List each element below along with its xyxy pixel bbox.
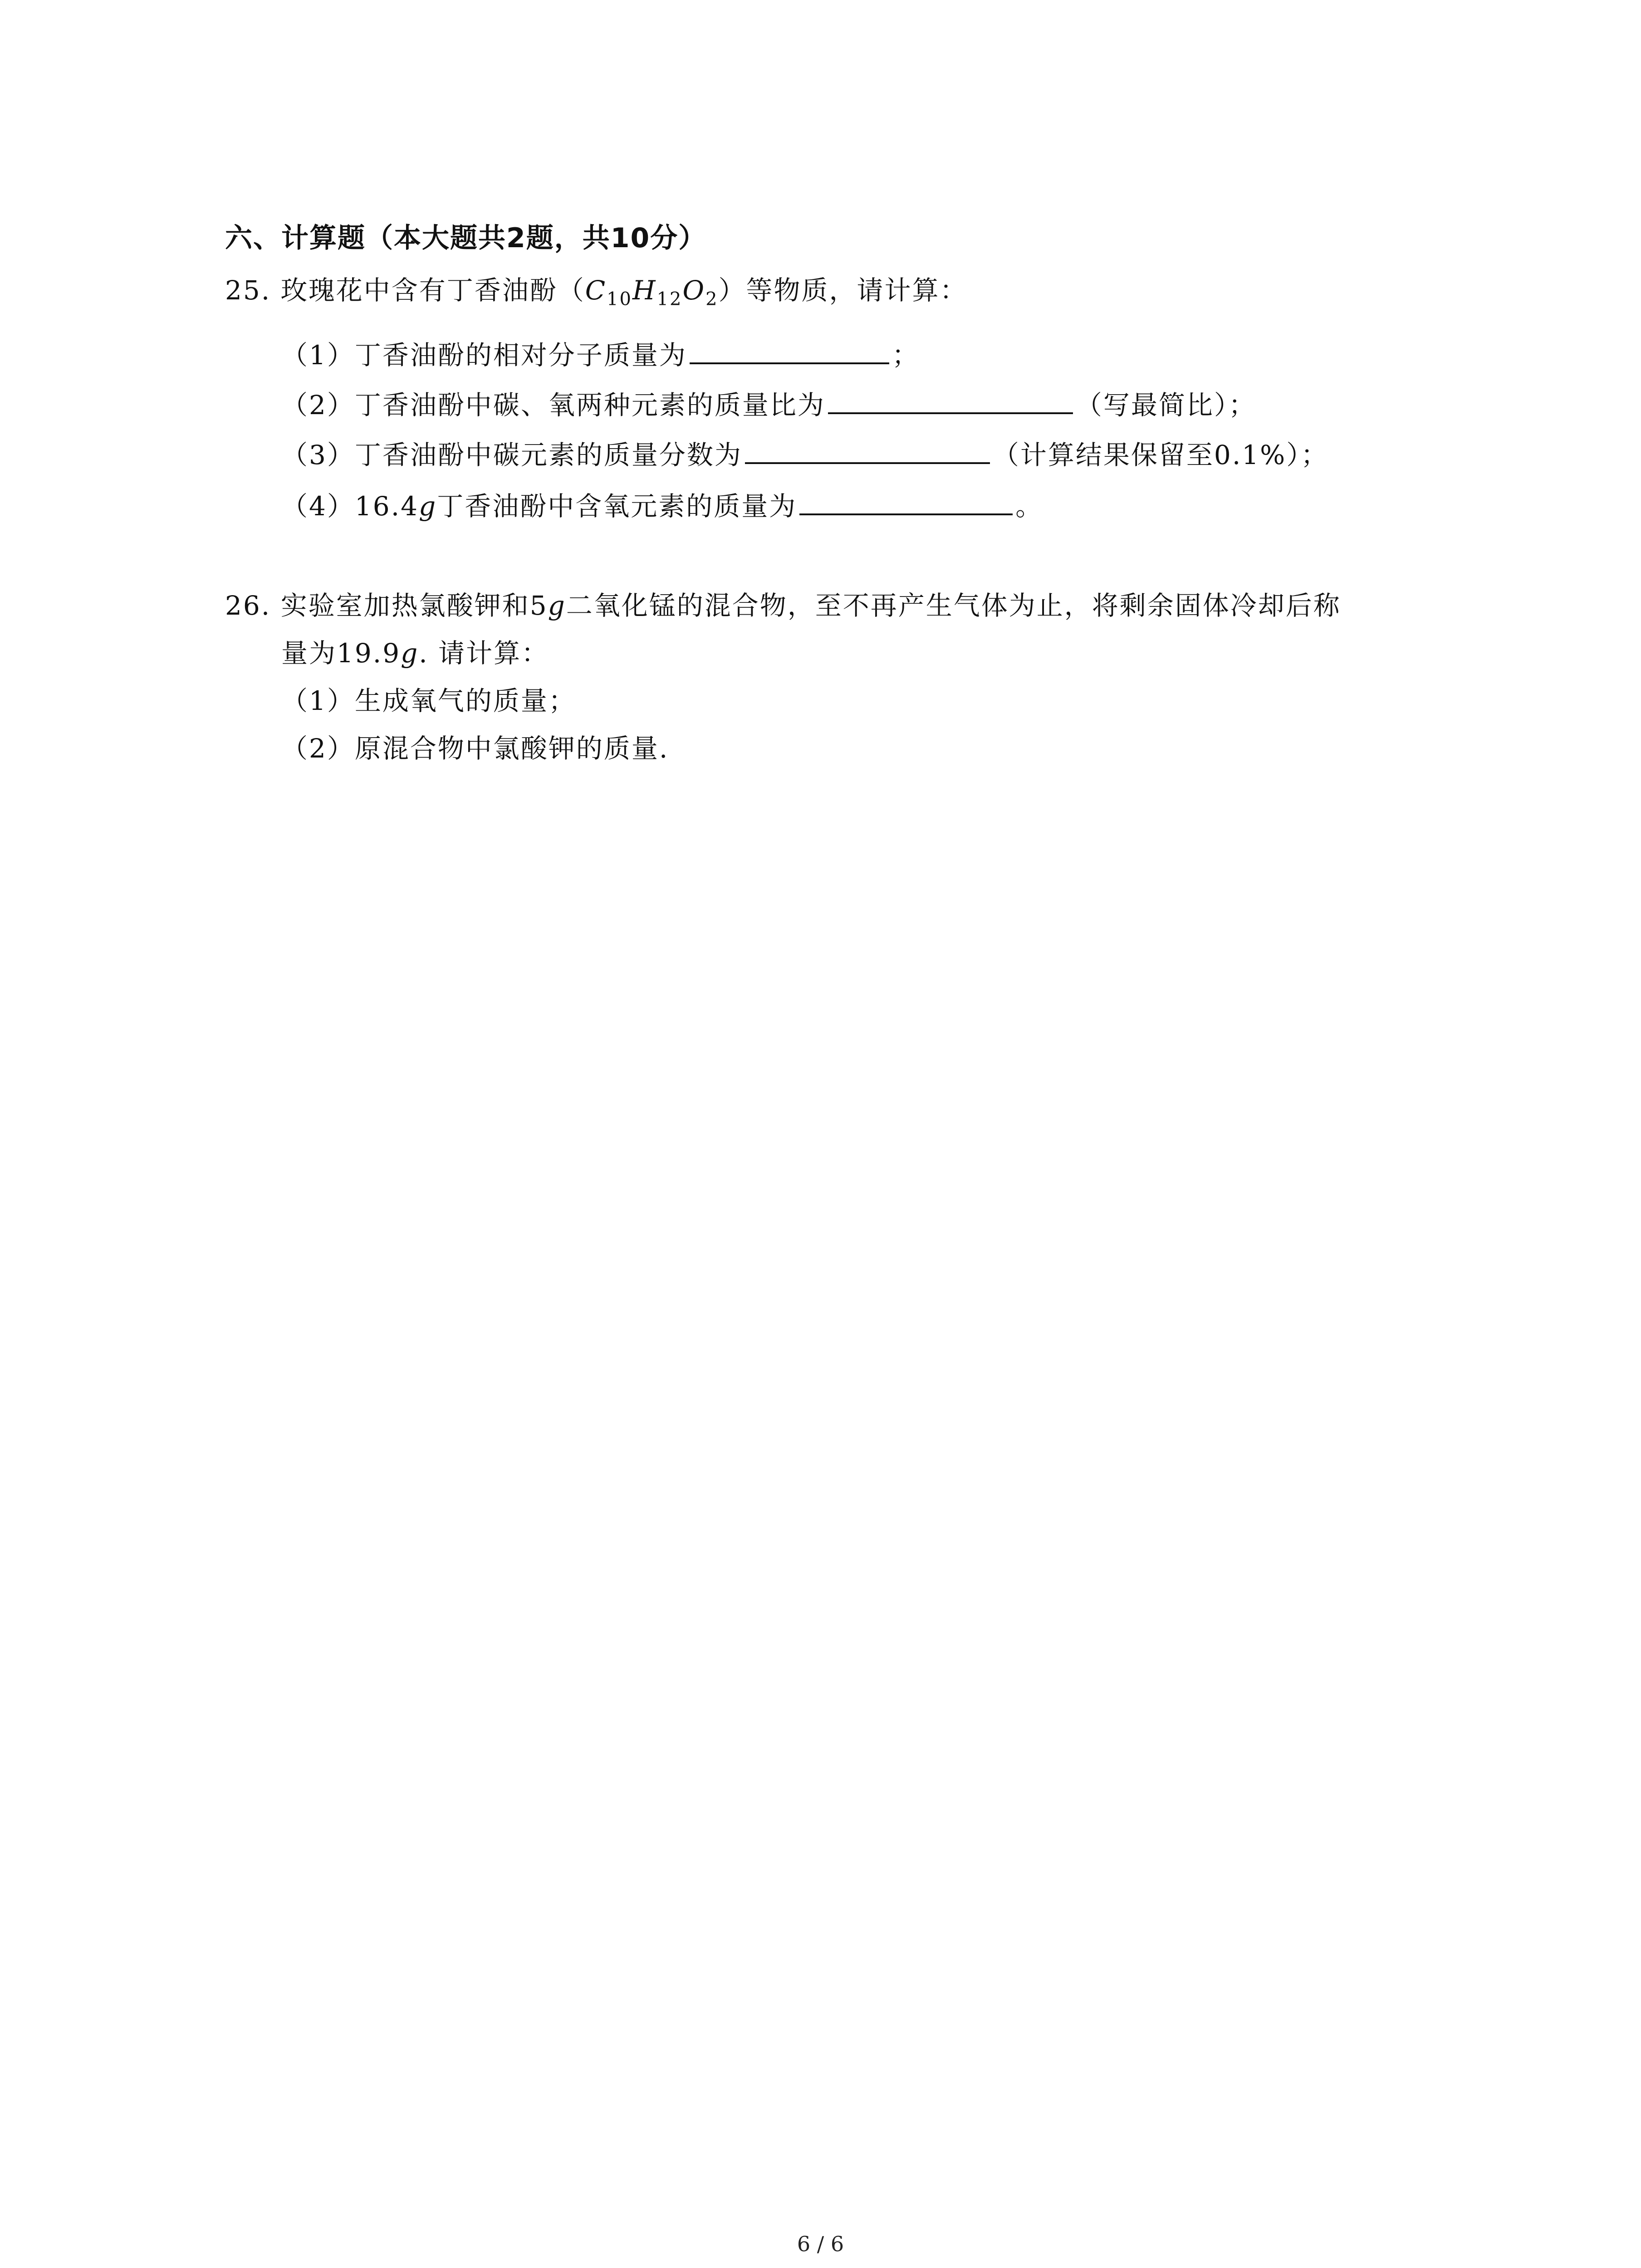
unit-g: g (548, 590, 566, 621)
part-text: 丁香油酚中碳、氧两种元素的质量比为 (354, 390, 825, 420)
part-label: （1） (281, 685, 355, 716)
question-text: 玫瑰花中含有丁香油酚（ (280, 275, 585, 306)
question-26-part-2 (281, 730, 669, 767)
part-suffix: （写最简比）； (1075, 390, 1256, 420)
part-label: （4） (281, 491, 355, 522)
section-title: 六、计算题（本大题共2题，共10分） (225, 222, 707, 254)
page-number: 6 / 6 (797, 2232, 844, 2256)
question-25-part-3 (281, 433, 1328, 473)
part-text: 丁香油酚中碳元素的质量分数为 (354, 440, 742, 470)
question-25-part-1 (281, 333, 920, 373)
question-text: 二氧化锰的混合物，至不再产生气体为止，将剩余固体冷却后称 (566, 590, 1341, 621)
answer-blank[interactable] (690, 333, 889, 364)
question-25-part-4 (281, 484, 1043, 524)
part-label: （2） (281, 733, 355, 764)
part-suffix: 。 (1015, 491, 1043, 522)
part-label: （1） (281, 340, 355, 371)
part-text: 原混合物中氯酸钾的质量. (354, 733, 669, 764)
question-26-part-1 (281, 683, 576, 719)
part-suffix: ； (892, 340, 920, 371)
question-text: ）等物质，请计算： (718, 275, 968, 306)
part-text: 丁香油酚的相对分子质量为 (354, 340, 687, 371)
question-number: 26. (225, 590, 271, 621)
question-26-stem-line-2 (281, 635, 549, 671)
question-number: 25. (225, 275, 271, 306)
chemical-formula: $C_{10}H_{12}O_2$ (585, 275, 719, 310)
question-26-stem-line-1 (225, 587, 1341, 624)
part-text: 生成氧气的质量； (354, 685, 576, 716)
answer-blank[interactable] (828, 383, 1073, 414)
question-25-stem (225, 272, 968, 318)
answer-blank[interactable] (745, 433, 990, 464)
question-25-part-2 (281, 383, 1256, 423)
part-label: （2） (281, 390, 355, 420)
part-text: 丁香油酚中含氧元素的质量为 (437, 491, 797, 522)
question-text: 实验室加热氯酸钾和5 (280, 590, 548, 621)
unit-g: g (401, 638, 419, 669)
answer-blank[interactable] (799, 484, 1013, 515)
part-label: （3） (281, 440, 355, 470)
question-text: . 请计算： (419, 638, 549, 669)
part-number: 16.4 (354, 491, 419, 522)
unit-g: g (419, 491, 437, 522)
part-suffix: （计算结果保留至0.1%）； (992, 440, 1329, 470)
question-text: 量为19.9 (281, 638, 401, 669)
